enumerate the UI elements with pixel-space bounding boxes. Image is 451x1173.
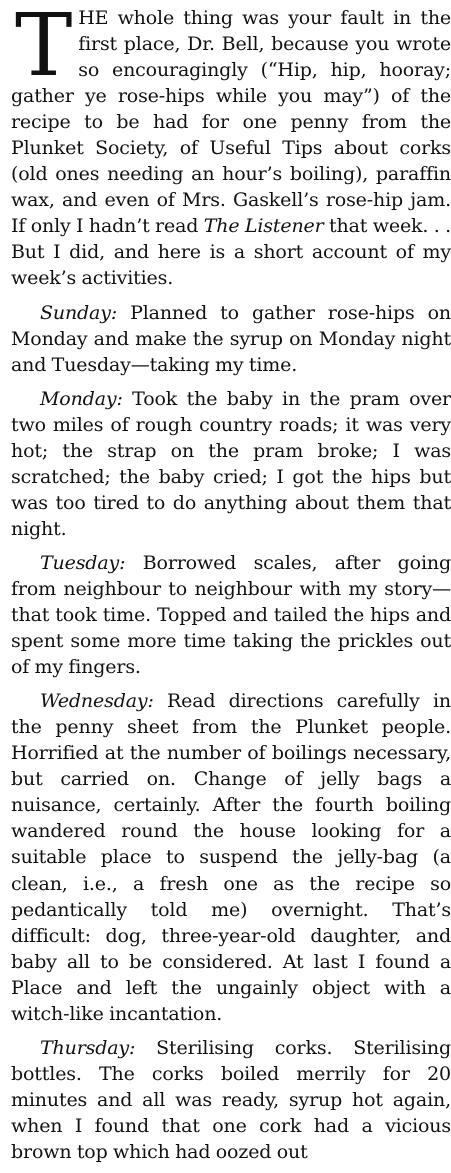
publication-title: The Listener [203,215,324,238]
article-column [11,0,451,1173]
day-text: Sterilising corks. Sterilising bottles. The corks boiled merrily for 20 minutes and all was ready, syrup hot again, when I found that one cork had a vicious brown top which had oozed out [11,1036,451,1163]
day-label: Wednesday: [40,690,154,713]
intro-text-a: HE whole thing was your fault in the first place, Dr. Bell, because you wrote so encouragingly (“Hip, hip, hooray; gather ye rose-hips while you may”) of the recipe to be had for one penny from the Plunket Society, of Useful Tips about corks (old ones needing an hour’s boiling), paraffin wax, and even of Mrs. Gaskell’s rose-hip jam. If only I hadn’t read [11,7,451,238]
day-entry-sunday [11,300,451,378]
day-label: Tuesday: [40,551,126,574]
intro-paragraph [11,0,451,292]
intro-text-b: that week. . . But I did, and here is a short account of my week’s activities. [11,215,451,290]
drop-cap: T [15,0,73,96]
day-text: Planned to gather rose-hips on Monday and make the syrup on Monday night and Tuesday—taking my time. [11,301,451,376]
day-label: Monday: [40,387,123,410]
day-label: Thursday: [40,1036,136,1059]
day-text: Read directions carefully in the penny sheet from the Plunket people. Horrified at the number of boilings necessary, but carried on. Change of jelly bags a nuisance, certainly. After the fourth boiling wandered round the house looking for a suitable place to suspend the jelly-bag (a clean, i.e., a fresh one as the recipe so pedantically told me) overnight. That’s difficult: dog, three-year-old daughter, and baby all to be considered. At last I found a Place and left the ungainly object with a witch-like incantation. [11,690,451,1025]
day-entry-monday [11,386,451,542]
day-label: Sunday: [40,301,118,324]
day-text: Took the baby in the pram over two miles of rough country roads; it was very hot; the strap on the pram broke; I was scratched; the baby cried; I got the hips but was too tired to do anything about them that night. [11,387,451,540]
day-entry-thursday [11,1035,451,1165]
day-text: Borrowed scales, after going from neighbour to neighbour with my story—that took time. Topped and tailed the hips and spent some more time taking the prickles out of my fingers. [11,551,451,679]
day-entry-wednesday [11,688,451,1027]
day-entry-tuesday [11,550,451,680]
